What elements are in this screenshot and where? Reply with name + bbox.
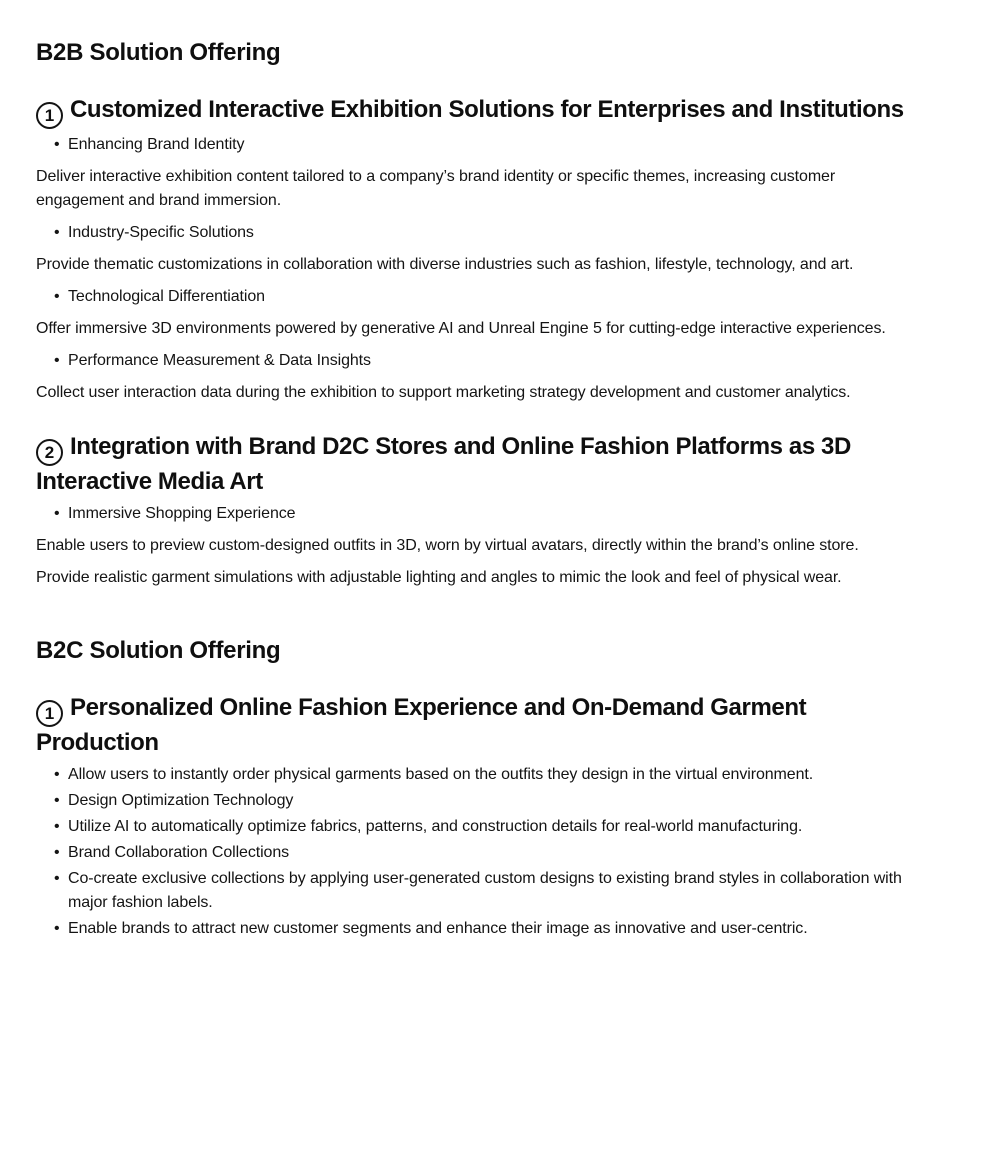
bullet-icon: • <box>54 920 60 937</box>
bullet-icon: • <box>54 818 60 835</box>
paragraph: Provide realistic garment simulations with adjustable lighting and angles to mimic the look and feel of physical wear. <box>36 569 842 586</box>
bullet-text: Technological Differentiation <box>68 288 265 305</box>
numbered-heading <box>36 692 916 759</box>
bullet-item <box>36 133 916 157</box>
bullet-item <box>36 789 916 813</box>
bullet-icon: • <box>54 844 60 861</box>
circled-number-icon: 1 <box>36 102 63 129</box>
bullet-item <box>36 285 916 309</box>
paragraph: Provide thematic customizations in collaboration with diverse industries such as fashion, lifestyle, technology, and art. <box>36 256 854 273</box>
section-b2c <box>36 636 916 941</box>
numbered-heading <box>36 94 916 129</box>
bullet-icon: • <box>54 224 60 241</box>
bullet-item <box>36 349 916 373</box>
bullet-item <box>36 917 916 941</box>
bullet-text: Co-create exclusive collections by applying user-generated custom designs to existing brand styles in collaboration with major fashion labels. <box>68 870 902 911</box>
paragraph: Collect user interaction data during the exhibition to support marketing strategy development and customer analytics. <box>36 384 851 401</box>
bullet-item <box>36 763 916 787</box>
bullet-icon: • <box>54 505 60 522</box>
section-title: B2C Solution Offering <box>36 637 281 664</box>
bullet-text: Allow users to instantly order physical garments based on the outfits they design in the virtual environment. <box>68 766 814 783</box>
bullet-text: Utilize AI to automatically optimize fabrics, patterns, and construction details for real-world manufacturing. <box>68 818 803 835</box>
bullet-item <box>36 502 916 526</box>
section-b2b <box>36 38 916 590</box>
bullet-icon: • <box>54 766 60 783</box>
circled-number-icon: 2 <box>36 439 63 466</box>
paragraph: Deliver interactive exhibition content tailored to a company’s brand identity or specific themes, increasing customer engagement and brand immersion. <box>36 168 836 209</box>
bullet-icon: • <box>54 792 60 809</box>
bullet-icon: • <box>54 136 60 153</box>
bullet-icon: • <box>54 288 60 305</box>
bullet-icon: • <box>54 870 60 887</box>
circled-number-icon: 1 <box>36 700 63 727</box>
numbered-heading-text: Personalized Online Fashion Experience and On-Demand Garment Production <box>36 694 807 756</box>
numbered-heading-text: Integration with Brand D2C Stores and Online Fashion Platforms as 3D Interactive Media Art <box>36 433 851 495</box>
bullet-text: Design Optimization Technology <box>68 792 294 809</box>
bullet-text: Enhancing Brand Identity <box>68 136 245 153</box>
bullet-text: Industry-Specific Solutions <box>68 224 254 241</box>
paragraph: Enable users to preview custom-designed outfits in 3D, worn by virtual avatars, directly within the brand’s online store. <box>36 537 859 554</box>
bullet-text: Enable brands to attract new customer segments and enhance their image as innovative and user-centric. <box>68 920 808 937</box>
bullet-item <box>36 221 916 245</box>
bullet-item <box>36 867 916 915</box>
bullet-icon: • <box>54 352 60 369</box>
numbered-heading-text: Customized Interactive Exhibition Solutions for Enterprises and Institutions <box>70 96 904 123</box>
bullet-text: Performance Measurement & Data Insights <box>68 352 371 369</box>
bullet-item <box>36 841 916 865</box>
bullet-text: Immersive Shopping Experience <box>68 505 296 522</box>
numbered-heading <box>36 431 916 498</box>
bullet-item <box>36 815 916 839</box>
paragraph: Offer immersive 3D environments powered by generative AI and Unreal Engine 5 for cutting-edge interactive experiences. <box>36 320 886 337</box>
section-title: B2B Solution Offering <box>36 39 281 66</box>
bullet-text: Brand Collaboration Collections <box>68 844 290 861</box>
